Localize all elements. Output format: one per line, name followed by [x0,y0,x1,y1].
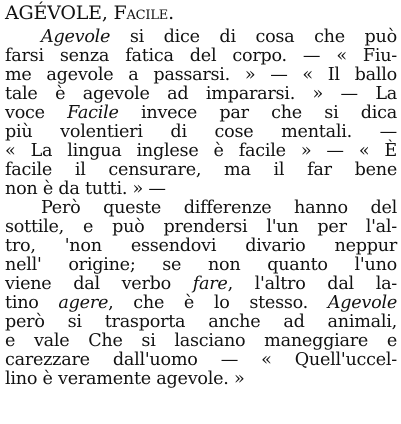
dictionary-entry [5,2,397,389]
line-text: facile il censurare, ma il far bene [5,160,397,180]
line-text: , l'altro dal la- [227,274,398,294]
line-text: tino [5,293,59,313]
line-text: più volentieri di cose mentali. — [5,122,397,142]
line-text: farsi senza fatica del corpo. — « Fiu- [5,46,397,66]
line-text: tale è agevole ad impararsi. » — La [5,84,397,104]
line-text: viene dal verbo [5,274,193,294]
italic-term: Facile [67,103,119,123]
italic-term: fare [192,274,228,294]
line-text: invece par che si dica [118,103,397,123]
heading-term: AGÉVOLE, [5,2,108,24]
text-line [5,85,397,104]
line-text: Però queste differenze hanno del [41,198,397,218]
text-line [5,161,397,180]
line-text: e vale Che si lasciano maneggiare e [5,331,397,351]
line-text: , che è lo stesso. [108,293,328,313]
text-line [5,256,397,275]
text-line [5,180,397,199]
line-text: « La lingua inglese è facile » — « È [5,141,397,161]
text-line [5,142,397,161]
line-text: non è da tutti. » — [5,179,166,199]
text-line [5,66,397,85]
text-line [5,313,397,332]
line-text: tro, 'non essendovi divario neppur [5,236,397,256]
text-line [5,237,397,256]
text-line [5,332,397,351]
line-text: me agevole a passarsi. » — « Il ballo [5,65,397,85]
line-text: nell' origine; se non quanto l'uno [5,255,397,275]
line-text: lino è veramente agevole. » [5,369,245,389]
text-line [5,218,397,237]
text-line [5,370,397,389]
paragraph-1 [5,28,397,199]
line-text: carezzare dall'uomo — « Quell'uccel- [5,350,397,370]
italic-term: Agevole [327,293,397,313]
paragraph-2 [5,199,397,389]
text-line [5,294,397,313]
text-line [5,28,397,47]
line-text: sottile, e può prendersi l'un per l'al- [5,217,397,237]
text-line [5,104,397,123]
text-line [5,47,397,66]
text-line [5,123,397,142]
heading-synonym: Facile. [113,2,174,24]
text-line [5,351,397,370]
italic-term: agere [58,293,109,313]
italic-term: Agevole [41,27,111,47]
line-text: si dice di cosa che può [110,27,397,47]
line-text: però si trasporta anche ad animali, [5,312,397,332]
text-line [5,275,397,294]
entry-heading [5,2,397,28]
text-line [5,199,397,218]
line-text: voce [5,103,68,123]
